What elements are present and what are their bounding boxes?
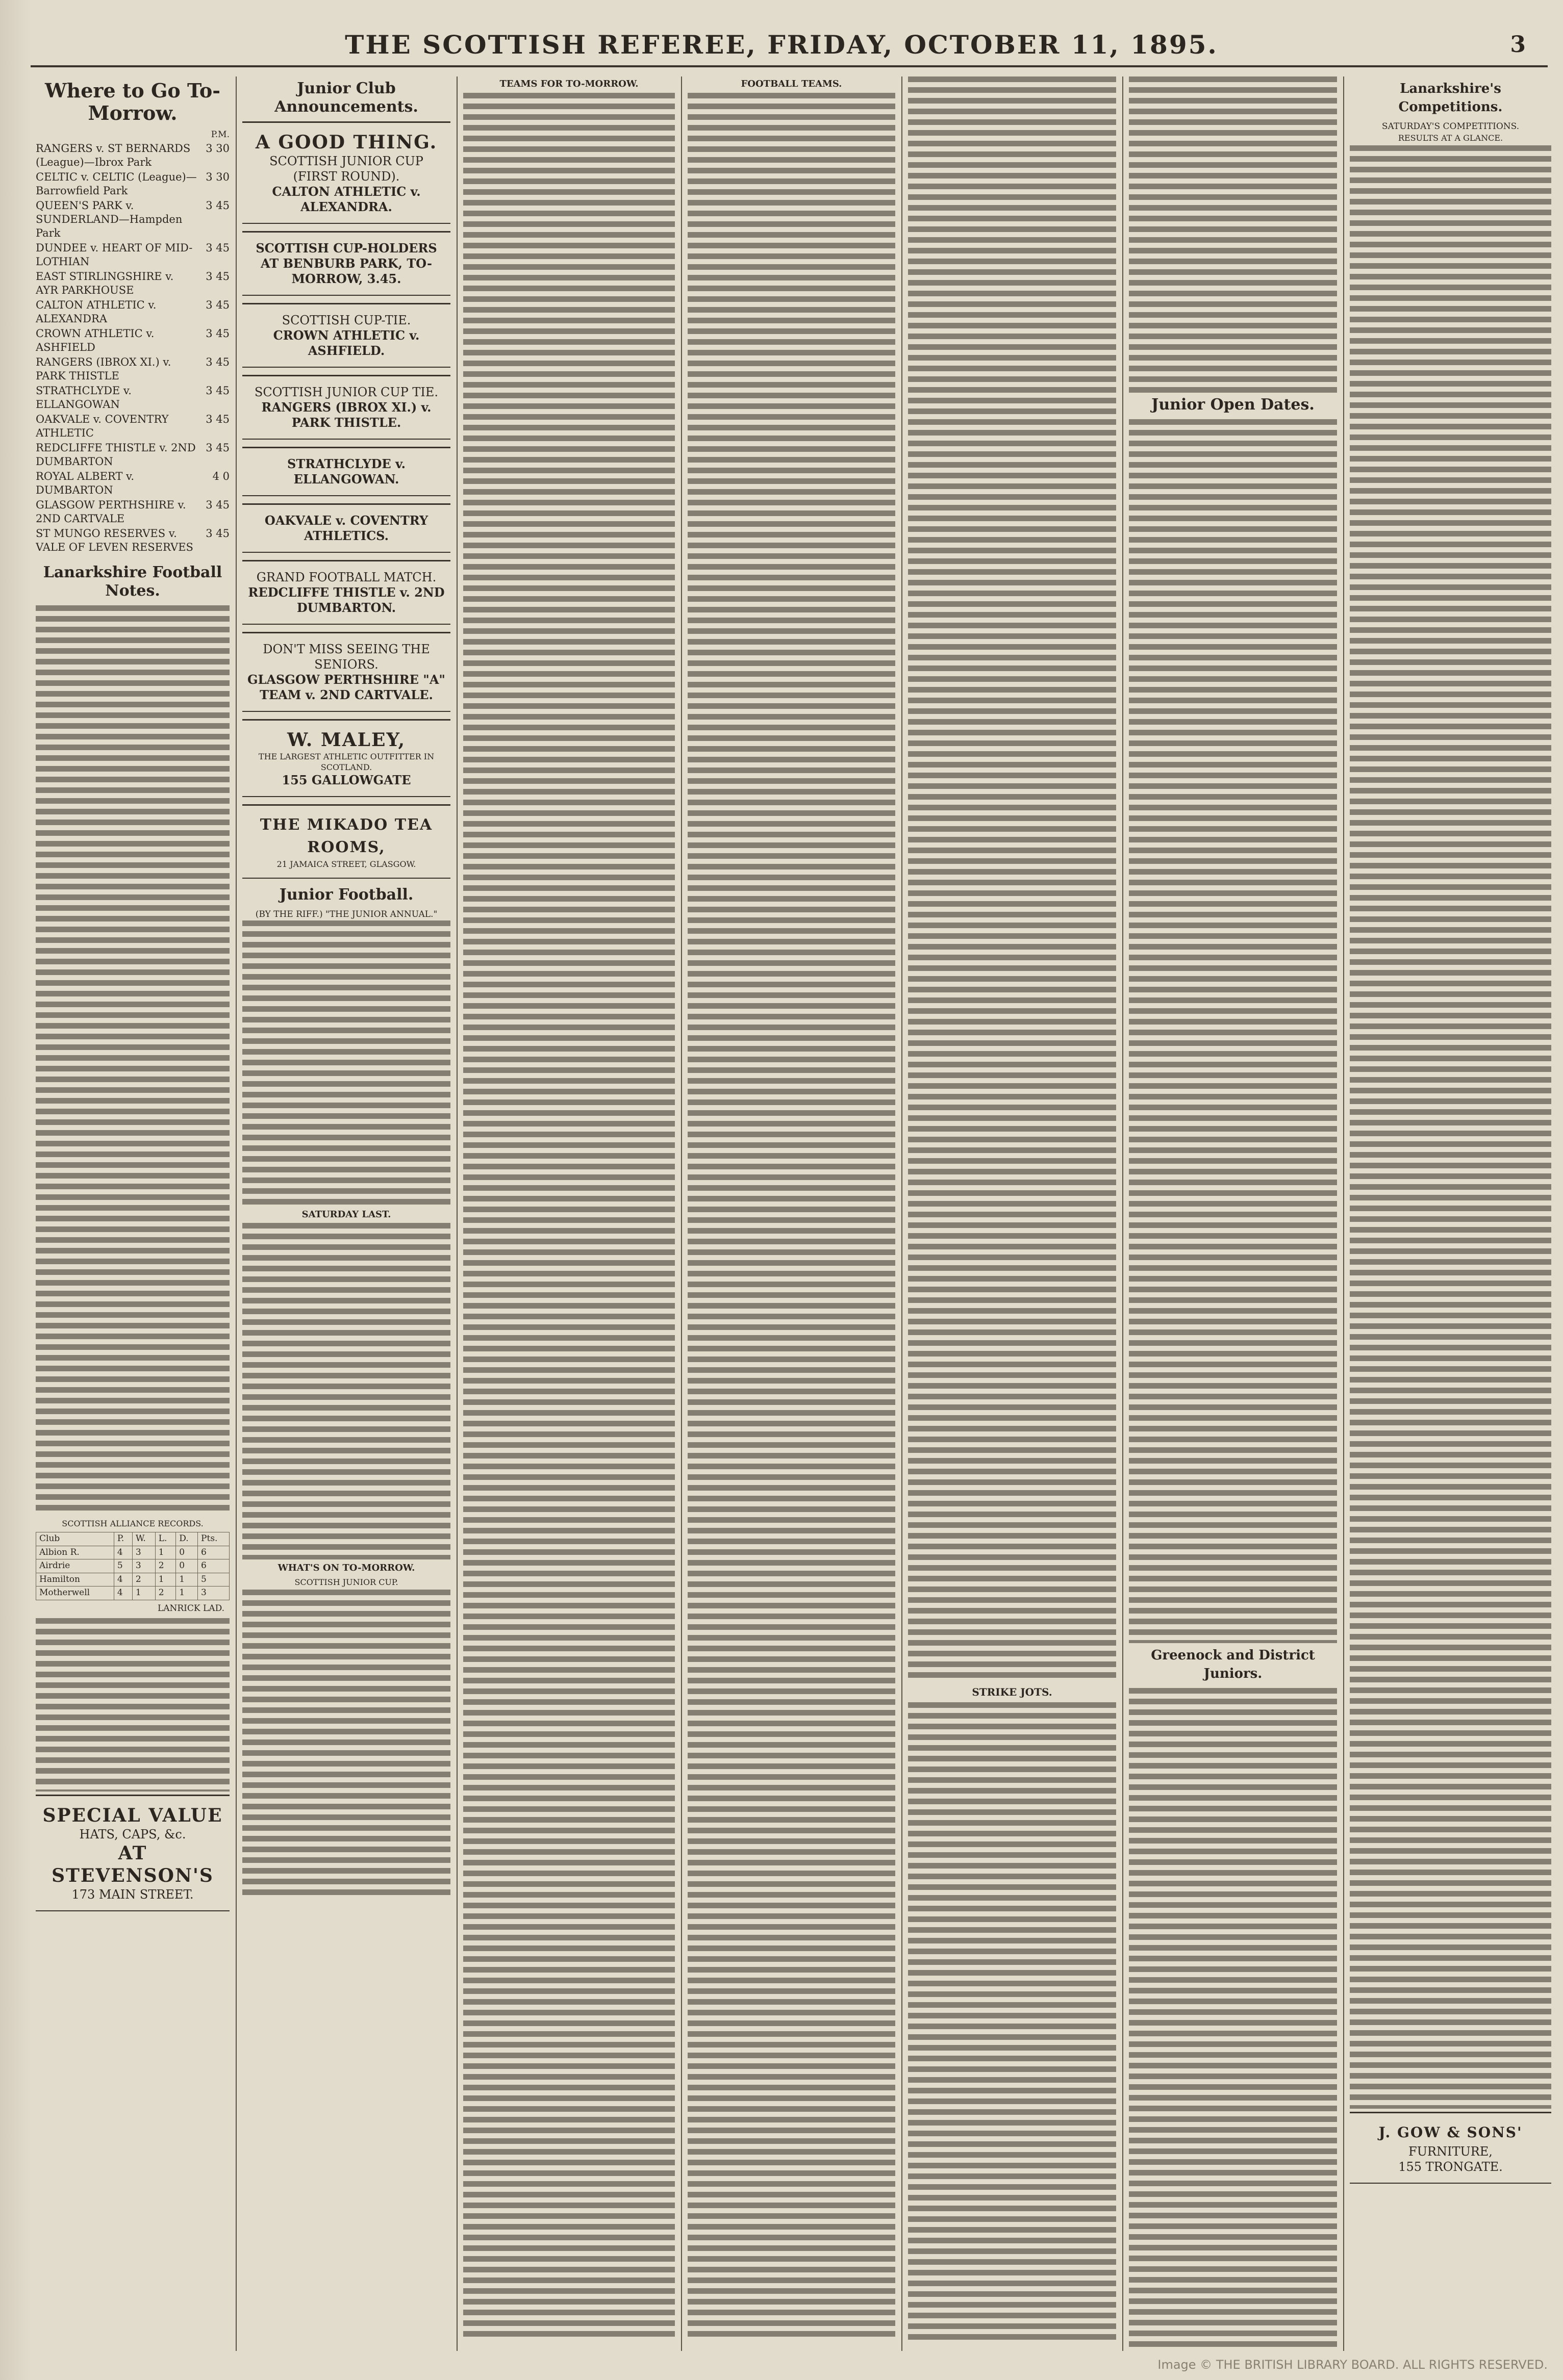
article-text <box>242 1223 450 1559</box>
fixture-text: OAKVALE v. COVENTRY ATHLETIC <box>36 413 169 439</box>
fixture-text: CALTON ATHLETIC v. ALEXANDRA <box>36 298 157 325</box>
ad-title: DON'T MISS SEEING THE SENIORS. <box>263 642 430 672</box>
ad-text: THE LARGEST ATHLETIC OUTFITTER IN SCOTLAND. <box>258 752 435 772</box>
fixture-row <box>36 527 230 554</box>
fixture-text: ROYAL ALBERT v. DUMBARTON <box>36 470 135 496</box>
table-cell: Albion R. <box>36 1546 114 1559</box>
fixture-text: REDCLIFFE THISTLE v. 2ND DUMBARTON <box>36 441 196 468</box>
advert <box>242 503 450 553</box>
table-cell: 1 <box>155 1546 175 1559</box>
ad-address: 155 TRONGATE. <box>1398 2160 1503 2174</box>
table-cell: 1 <box>155 1573 175 1586</box>
ad-text: GLASGOW PERTHSHIRE "A" TEAM v. 2ND CARTVALE. <box>247 672 445 702</box>
table-cell: 4 <box>114 1546 132 1559</box>
table-cell: 4 <box>114 1586 132 1600</box>
subheading: SATURDAY LAST. <box>301 1209 391 1220</box>
fixture-time: 3 45 <box>206 527 230 540</box>
fixture-row <box>36 384 230 412</box>
strike-jots-heading: STRIKE JOTS. <box>972 1686 1052 1698</box>
table-cell: Hamilton <box>36 1573 114 1586</box>
table-cell: 0 <box>176 1559 198 1573</box>
signature: LANRICK LAD. <box>157 1603 224 1614</box>
fixture-row <box>36 441 230 469</box>
article-text <box>688 93 895 2337</box>
masthead-rule <box>31 65 1548 67</box>
ad-title: SPECIAL VALUE <box>42 1805 223 1826</box>
fixture-text: RANGERS (IBROX XI.) v. PARK THISTLE <box>36 355 171 382</box>
table-cell: Airdrie <box>36 1559 114 1573</box>
fixture-text: EAST STIRLINGSHIRE v. AYR PARKHOUSE <box>36 270 174 296</box>
ad-text: REDCLIFFE THISTLE v. 2ND DUMBARTON. <box>248 585 445 615</box>
fixture-row <box>36 498 230 526</box>
maley-advert <box>242 719 450 797</box>
table-cell: 3 <box>132 1559 155 1573</box>
fixture-time: 3 45 <box>206 413 230 425</box>
lanarkshire-competitions-heading: Lanarkshire's Competitions. <box>1398 81 1503 115</box>
article-text <box>242 920 450 1206</box>
byline: (BY THE RIFF.) "THE JUNIOR ANNUAL." <box>255 909 438 919</box>
fixture-row <box>36 327 230 354</box>
column-2 <box>242 76 450 2351</box>
fixture-time: 3 45 <box>206 270 230 283</box>
fixture-time: 3 30 <box>206 142 230 155</box>
ad-text: FURNITURE, <box>1408 2144 1493 2159</box>
pm-label: P.M. <box>211 130 230 140</box>
subheading: SATURDAY'S COMPETITIONS. <box>1381 121 1520 132</box>
table-cell: Motherwell <box>36 1586 114 1600</box>
subheading: RESULTS AT A GLANCE. <box>1398 133 1503 143</box>
table-row <box>36 1546 230 1559</box>
article-text <box>36 605 230 1513</box>
column-1 <box>36 76 230 2351</box>
ad-subtitle: HATS, CAPS, &c. <box>79 1827 186 1841</box>
lanarkshire-notes-heading: Lanarkshire Football Notes. <box>43 563 222 600</box>
article-text <box>908 1702 1116 2340</box>
ad-text: CROWN ATHLETIC v. ASHFIELD. <box>273 328 420 358</box>
article-text <box>242 1590 450 1896</box>
table-cell: 3 <box>198 1586 230 1600</box>
table-cell: 0 <box>176 1546 198 1559</box>
alliance-table <box>36 1532 230 1600</box>
ad-text: SCOTTISH JUNIOR CUP (FIRST ROUND). <box>269 154 423 184</box>
fixture-text: QUEEN'S PARK v. SUNDERLAND—Hampden Park <box>36 199 183 239</box>
column-7 <box>1350 76 1551 2351</box>
fixture-row <box>36 170 230 198</box>
advert <box>242 121 450 224</box>
greenock-heading: Greenock and District Juniors. <box>1151 1648 1315 1681</box>
ad-text: OAKVALE v. COVENTRY ATHLETICS. <box>264 513 428 543</box>
table-header-cell: W. <box>132 1532 155 1546</box>
advert <box>242 447 450 496</box>
fixture-text: STRATHCLYDE v. ELLANGOWAN <box>36 384 132 411</box>
ad-address: 21 JAMAICA STREET, GLASGOW. <box>276 859 416 869</box>
subheading: SCOTTISH JUNIOR CUP. <box>294 1577 398 1587</box>
fixture-time: 3 45 <box>206 298 230 311</box>
article-text <box>1350 145 1551 2109</box>
where-to-go-heading: Where to Go To-Morrow. <box>44 79 221 124</box>
fixture-text: CELTIC v. CELTIC (League)—Barrowfield Park <box>36 170 197 197</box>
ad-title: THE MIKADO TEA ROOMS, <box>260 816 433 856</box>
masthead-title: THE SCOTTISH REFEREE, FRIDAY, OCTOBER 11, 1895. <box>345 29 1218 60</box>
teams-heading: TEAMS FOR TO-MORROW. <box>499 79 639 89</box>
junior-announcements-heading: Junior Club Announcements. <box>274 80 418 116</box>
column-6 <box>1129 76 1337 2351</box>
advert <box>242 231 450 296</box>
stevenson-advert <box>36 1795 230 1911</box>
article-text <box>1129 76 1337 393</box>
table-cell: 2 <box>132 1573 155 1586</box>
column-4 <box>688 76 895 2351</box>
ad-title: SCOTTISH CUP-HOLDERS AT BENBURB PARK, TO-MORROW, 3.45. <box>256 241 437 286</box>
table-cell: 1 <box>176 1573 198 1586</box>
article-text <box>463 93 675 2337</box>
column-rule <box>457 76 458 2351</box>
column-5 <box>908 76 1116 2351</box>
article-text <box>1129 419 1337 1643</box>
advert <box>242 560 450 625</box>
fixture-text: RANGERS v. ST BERNARDS (League)—Ibrox Park <box>36 142 191 168</box>
table-row <box>36 1573 230 1586</box>
table-header-cell: Pts. <box>198 1532 230 1546</box>
fixture-row <box>36 298 230 326</box>
column-rule <box>1343 76 1344 2351</box>
advert <box>242 375 450 440</box>
advert <box>242 303 450 368</box>
ad-title: SCOTTISH CUP-TIE. <box>282 313 411 327</box>
ad-name: AT STEVENSON'S <box>52 1842 214 1886</box>
open-dates-heading: Junior Open Dates. <box>1151 396 1315 414</box>
ad-text: RANGERS (IBROX XI.) v. PARK THISTLE. <box>261 400 432 430</box>
fixture-text: CROWN ATHLETIC v. ASHFIELD <box>36 327 155 353</box>
ad-text: CALTON ATHLETIC v. ALEXANDRA. <box>272 184 421 214</box>
table-cell: 2 <box>155 1559 175 1573</box>
ad-text: STRATHCLYDE v. ELLANGOWAN. <box>287 456 406 487</box>
table-cell: 2 <box>155 1586 175 1600</box>
column-3 <box>463 76 675 2351</box>
table-cell: 6 <box>198 1546 230 1559</box>
fixture-row <box>36 355 230 383</box>
column-rule <box>236 76 237 2351</box>
ad-title: W. MALEY, <box>287 729 406 751</box>
fixture-time: 4 0 <box>212 470 230 482</box>
table-cell: 5 <box>198 1573 230 1586</box>
table-row <box>36 1559 230 1573</box>
table-cell: 1 <box>132 1586 155 1600</box>
table-header-cell: Club <box>36 1532 114 1546</box>
column-rule <box>681 76 682 2351</box>
table-header-cell: P. <box>114 1532 132 1546</box>
column-rule <box>1122 76 1123 2351</box>
fixture-row <box>36 413 230 440</box>
table-header-cell: D. <box>176 1532 198 1546</box>
whats-on-heading: WHAT'S ON TO-MORROW. <box>278 1563 415 1573</box>
table-cell: 4 <box>114 1573 132 1586</box>
copyright-footer: Image © THE BRITISH LIBRARY BOARD. ALL RIGHTS RESERVED. <box>1157 2358 1548 2372</box>
fixture-row <box>36 142 230 169</box>
fixture-time: 3 45 <box>206 199 230 212</box>
ad-address: 173 MAIN STREET. <box>71 1887 194 1902</box>
fixture-row <box>36 199 230 240</box>
fixture-row <box>36 270 230 297</box>
ad-title: J. GOW & SONS' <box>1378 2124 1523 2141</box>
table-cell: 5 <box>114 1559 132 1573</box>
fixture-time: 3 30 <box>206 170 230 183</box>
article-text <box>1129 1688 1337 2351</box>
advert <box>242 632 450 712</box>
table-caption: SCOTTISH ALLIANCE RECORDS. <box>62 1518 204 1528</box>
fixture-time: 3 45 <box>206 355 230 368</box>
fixture-time: 3 45 <box>206 384 230 397</box>
table-cell: 1 <box>176 1586 198 1600</box>
table-cell: 6 <box>198 1559 230 1573</box>
fixture-row <box>36 470 230 497</box>
mikado-advert <box>242 804 450 879</box>
fixture-time: 3 45 <box>206 441 230 454</box>
table-header-cell: L. <box>155 1532 175 1546</box>
fixture-time: 3 45 <box>206 241 230 254</box>
fixture-row <box>36 241 230 269</box>
teams-heading: FOOTBALL TEAMS. <box>741 79 842 89</box>
ad-address: 155 GALLOWGATE <box>282 773 411 787</box>
junior-football-heading: Junior Football. <box>279 886 414 904</box>
fixture-time: 3 45 <box>206 327 230 340</box>
ad-title: SCOTTISH JUNIOR CUP TIE. <box>254 385 439 399</box>
article-text <box>908 76 1116 1683</box>
fixture-text: GLASGOW PERTHSHIRE v. 2ND CARTVALE <box>36 498 186 525</box>
fixture-text: ST MUNGO RESERVES v. VALE OF LEVEN RESERVES <box>36 527 193 553</box>
fixtures-list <box>36 142 230 554</box>
table-cell: 3 <box>132 1546 155 1559</box>
fixture-text: DUNDEE v. HEART OF MID-LOTHIAN <box>36 241 193 268</box>
column-rule <box>901 76 902 2351</box>
ad-title: GRAND FOOTBALL MATCH. <box>256 570 437 584</box>
fixture-time: 3 45 <box>206 498 230 511</box>
gow-advert <box>1350 2112 1551 2184</box>
page-number: 3 <box>1510 31 1527 58</box>
masthead <box>10 27 1553 62</box>
ad-title: A GOOD THING. <box>255 132 438 153</box>
article-text <box>36 1618 230 1792</box>
table-row <box>36 1586 230 1600</box>
